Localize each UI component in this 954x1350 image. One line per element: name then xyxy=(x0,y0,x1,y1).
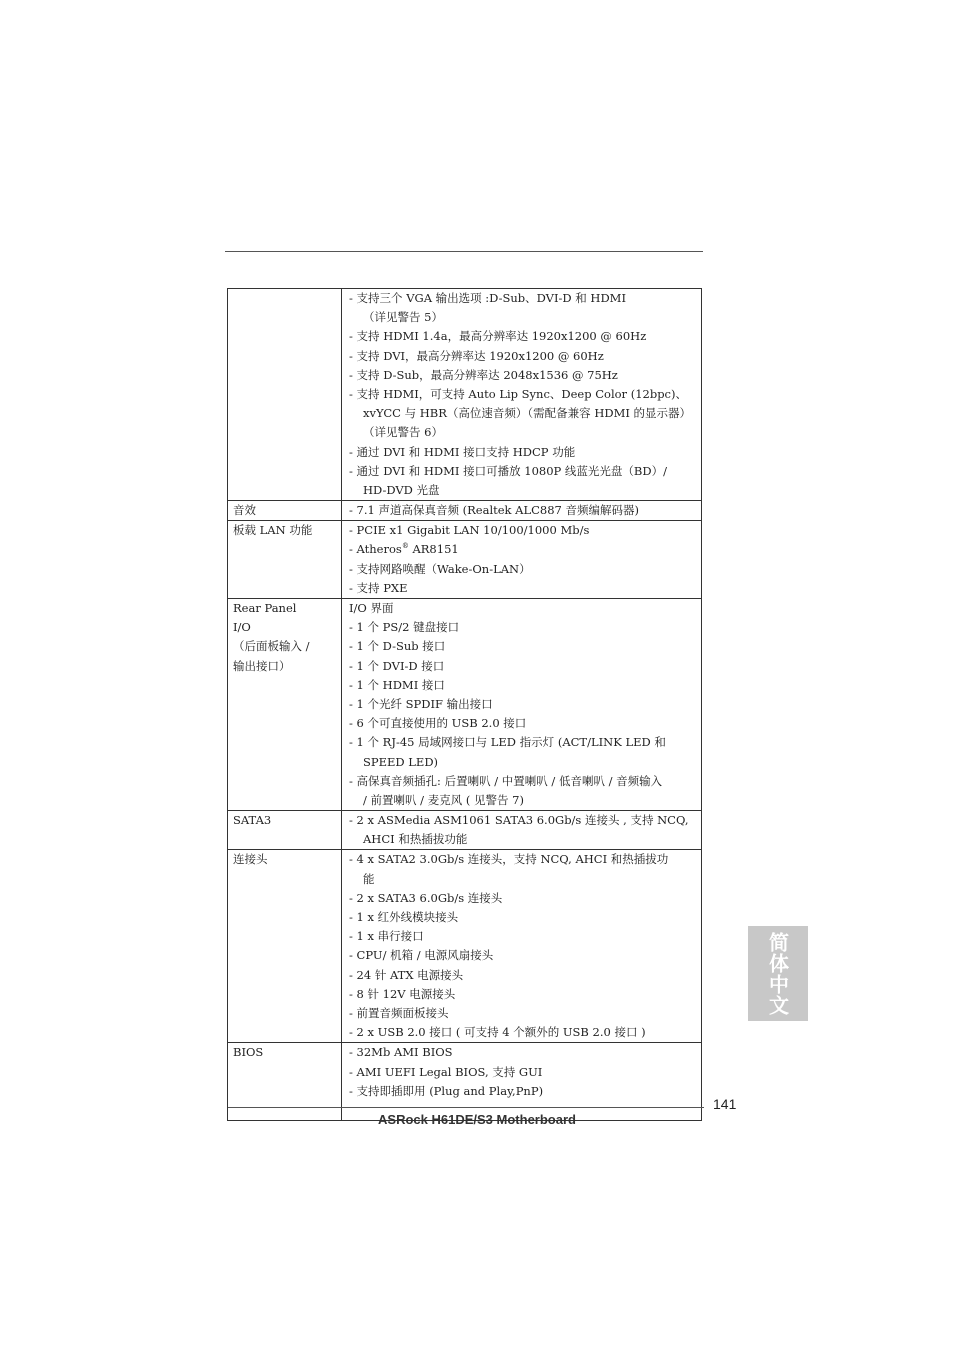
spec-label: 连接头 xyxy=(233,852,268,867)
spec-line: - 4 x SATA2 3.0Gb/s 连接头，支持 NCQ, AHCI 和热插拔功 xyxy=(349,852,669,867)
spec-row xyxy=(228,811,702,850)
spec-line: - 24 针 ATX 电源接头 xyxy=(349,967,464,982)
spec-line: - 1 个 D-Sub 接口 xyxy=(349,639,446,654)
spec-value-cell xyxy=(342,521,702,599)
footer-model: ASRock H61DE/S3 Motherboard xyxy=(378,1112,576,1127)
spec-line: I/O 界面 xyxy=(349,601,394,615)
spec-line: （详见警告 6） xyxy=(363,425,443,440)
spec-label-cell xyxy=(228,501,342,521)
spec-line: xvYCC 与 HBR（高位速音频）（需配备兼容 HDMI 的显示器） xyxy=(363,406,692,421)
bottom-rule xyxy=(228,1107,704,1108)
spec-line: - 支持 PXE xyxy=(349,580,408,595)
spec-line-text: - Atheros xyxy=(349,542,402,557)
spec-line: - 8 针 12V 电源接头 xyxy=(349,986,456,1001)
registered-mark: ® xyxy=(401,542,409,551)
spec-row xyxy=(228,1043,702,1121)
spec-label: （后面板输入 / xyxy=(233,639,310,654)
spec-line: / 前置喇叭 / 麦克风 ( 见警告 7) xyxy=(363,792,524,807)
spec-line: - 通过 DVI 和 HDMI 接口支持 HDCP 功能 xyxy=(349,444,576,459)
spec-label-cell xyxy=(228,289,342,501)
spec-line: 能 xyxy=(363,871,375,886)
spec-line: - PCIE x1 Gigabit LAN 10/100/1000 Mb/s xyxy=(349,523,590,538)
spec-row xyxy=(228,599,702,811)
spec-line: - 32Mb AMI BIOS xyxy=(349,1045,453,1060)
spec-line: - 支持三个 VGA 输出选项 :D-Sub、DVI-D 和 HDMI xyxy=(349,291,626,305)
spec-line: - 支持 DVI，最高分辨率达 1920x1200 @ 60Hz xyxy=(349,348,604,363)
spec-line: - 6 个可直接使用的 USB 2.0 接口 xyxy=(349,716,527,731)
spec-label-cell xyxy=(228,1043,342,1121)
language-tab xyxy=(748,926,808,1021)
spec-row xyxy=(228,521,702,599)
spec-value-cell xyxy=(342,289,702,501)
spec-label: 音效 xyxy=(233,503,256,518)
spec-label-cell xyxy=(228,599,342,811)
spec-line: - 1 x 红外线模块接头 xyxy=(349,910,459,924)
spec-row xyxy=(228,850,702,1043)
spec-label: 板载 LAN 功能 xyxy=(233,523,313,538)
spec-value-cell xyxy=(342,850,702,1043)
top-rule xyxy=(225,251,703,252)
spec-line: - 1 个 PS/2 键盘接口 xyxy=(349,620,460,635)
spec-line: - 支持 HDMI 1.4a，最高分辨率达 1920x1200 @ 60Hz xyxy=(349,329,647,344)
spec-label: 输出接口） xyxy=(233,658,291,673)
spec-line: - 1 个 RJ-45 局域网接口与 LED 指示灯 (ACT/LINK LED 和 xyxy=(349,735,666,750)
spec-line: - 支持 D-Sub，最高分辨率达 2048x1536 @ 75Hz xyxy=(349,367,618,382)
spec-line: - 2 x ASMedia ASM1061 SATA3 6.0Gb/s 连接头 , 支持 NCQ, xyxy=(349,813,689,828)
spec-line: - 1 个 HDMI 接口 xyxy=(349,677,445,692)
spec-line: HD-DVD 光盘 xyxy=(363,482,440,497)
spec-line: - 7.1 声道高保真音频 (Realtek ALC887 音频编解码器) xyxy=(349,503,640,518)
spec-value-cell xyxy=(342,501,702,521)
spec-row xyxy=(228,289,702,501)
spec-line: - 高保真音频插孔: 后置喇叭 / 中置喇叭 / 低音喇叭 / 音频输入 xyxy=(349,773,663,788)
spec-label: BIOS xyxy=(233,1045,264,1060)
spec-line: - 1 个光纤 SPDIF 输出接口 xyxy=(349,696,493,711)
spec-line: - 2 x SATA3 6.0Gb/s 连接头 xyxy=(349,890,503,905)
spec-line: - 支持即插即用 (Plug and Play,PnP) xyxy=(349,1083,544,1098)
spec-line-text: AR8151 xyxy=(408,542,459,557)
spec-label: I/O xyxy=(233,620,251,635)
page-number: 141 xyxy=(713,1096,737,1112)
spec-value-cell xyxy=(342,599,702,811)
spec-line: SPEED LED) xyxy=(363,754,439,769)
spec-label-cell xyxy=(228,850,342,1043)
spec-line: - 前置音频面板接头 xyxy=(349,1005,449,1020)
language-tab-label: 简体中文 xyxy=(765,931,790,1016)
spec-line: - 支持 HDMI，可支持 Auto Lip Sync、Deep Color (12bpc)、 xyxy=(349,386,687,401)
spec-line: - 通过 DVI 和 HDMI 接口可播放 1080P 线蓝光光盘（BD）/ xyxy=(349,463,667,478)
spec-line: - 支持网路唤醒（Wake-On-LAN） xyxy=(349,561,531,576)
spec-label-cell xyxy=(228,811,342,850)
spec-line: - 2 x USB 2.0 接口 ( 可支持 4 个额外的 USB 2.0 接口 ) xyxy=(349,1025,646,1040)
spec-row xyxy=(228,501,702,521)
spec-value-cell xyxy=(342,1043,702,1121)
spec-label: SATA3 xyxy=(233,813,272,828)
spec-line: - AMI UEFI Legal BIOS, 支持 GUI xyxy=(349,1064,543,1079)
spec-label: Rear Panel xyxy=(233,601,297,615)
spec-label-cell xyxy=(228,521,342,599)
spec-line: （详见警告 5） xyxy=(363,310,443,325)
spec-line: - 1 x 串行接口 xyxy=(349,929,424,944)
spec-table xyxy=(227,288,702,1121)
spec-line xyxy=(349,540,701,559)
spec-value-cell xyxy=(342,811,702,850)
spec-line: AHCI 和热插拔功能 xyxy=(363,832,468,847)
spec-line: - 1 个 DVI-D 接口 xyxy=(349,658,445,673)
spec-line: - CPU/ 机箱 / 电源风扇接头 xyxy=(349,948,494,963)
